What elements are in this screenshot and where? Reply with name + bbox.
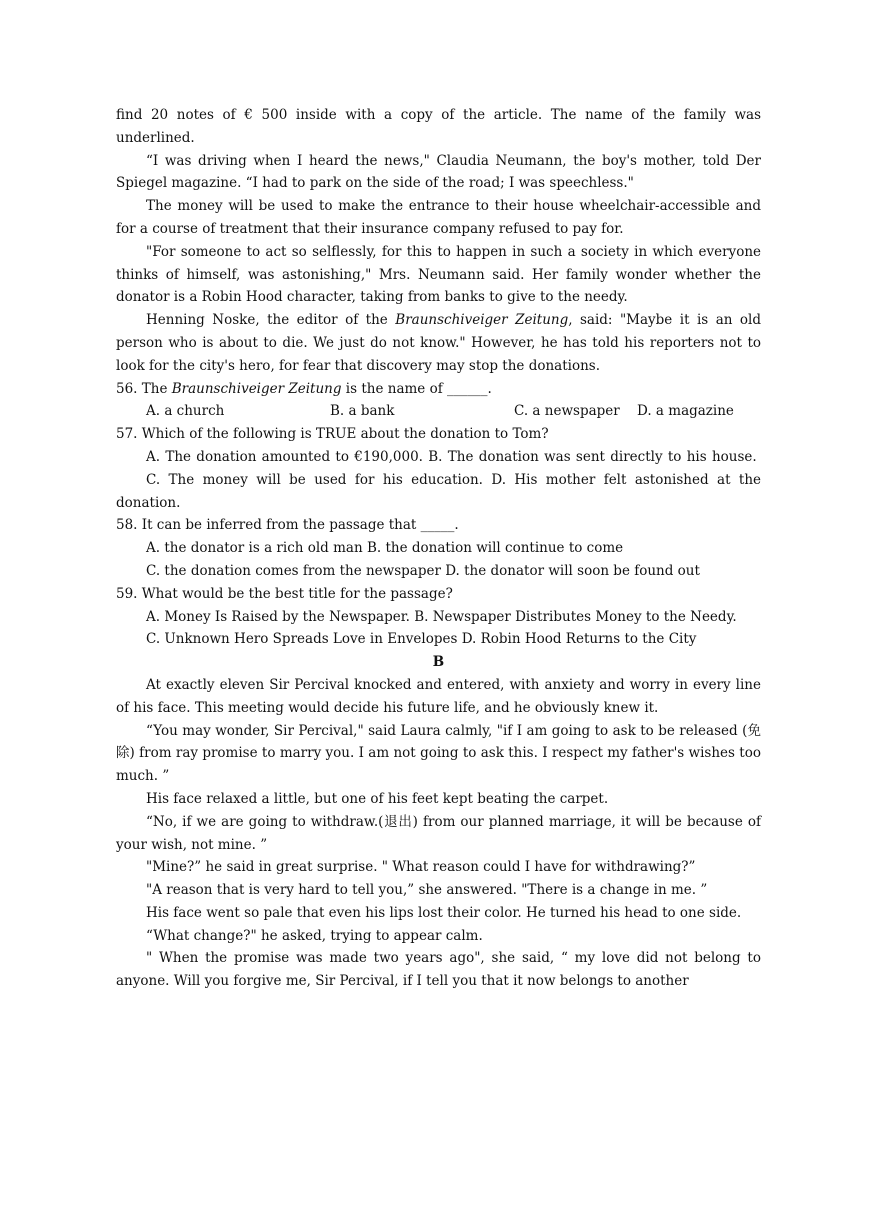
passage-b-paragraph: At exactly eleven Sir Percival knocked and entered, with anxiety and worry in every line of his face. This meeting would decide his future life, and he obviously knew it. [116, 676, 761, 716]
passage-a-paragraph: find 20 notes of € 500 inside with a copy of the article. The name of the family was underlined. [116, 107, 761, 146]
question-56-stem-post: is the name of ______. [341, 380, 492, 397]
passage-b-paragraph: “No, if we are going to withdraw.(退出) from our planned marriage, it will be because of your wish, not mine. ” [116, 813, 761, 853]
question-58-options-line-1[interactable]: A. the donator is a rich old man B. the donation will continue to come [146, 540, 624, 557]
question-57-stem: 57. Which of the following is TRUE about the donation to Tom? [116, 426, 549, 443]
question-56-options [116, 400, 761, 423]
question-56-option-a[interactable]: A. a church [146, 403, 225, 420]
passage-a-paragraph: The money will be used to make the entrance to their house wheelchair-accessible and for a course of treatment that their insurance company refused to pay for. [116, 198, 761, 237]
passage-b-paragraph: "A reason that is very hard to tell you,” she answered. "There is a change in me. ” [146, 882, 708, 899]
question-57-options-line-1[interactable]: A. The donation amounted to €190,000. B. The donation was sent directly to his house. [146, 448, 757, 465]
document-page [116, 104, 761, 993]
passage-b-paragraph: " When the promise was made two years ago", she said, “ my love did not belong to anyone. Will you forgive me, Sir Percival, if I tell you that it now belongs to another [116, 950, 761, 990]
question-56-option-b[interactable]: B. a bank [330, 403, 395, 420]
question-56-option-d[interactable]: D. a magazine [637, 403, 734, 420]
question-56-stem-pre: 56. The [116, 380, 172, 397]
passage-a-paragraph: Henning Noske, the editor of the Braunschiveiger Zeitung, said: "Maybe it is an old person who is about to die. We just do not know." However, he has told his reporters not to look for the city's hero, for fear that discovery may stop the donations. [116, 312, 762, 374]
section-b-heading: B [432, 654, 445, 671]
question-56-stem [116, 378, 761, 401]
question-56-option-c[interactable]: C. a newspaper [514, 403, 620, 420]
passage-b-paragraph: "Mine?” he said in great surprise. " What reason could I have for withdrawing?” [146, 859, 696, 876]
passage-a-paragraph: “I was driving when I heard the news," Claudia Neumann, the boy's mother, told Der Spiegel magazine. “I had to park on the side of the road; I was speechless." [116, 152, 761, 192]
passage-a-paragraph: "For someone to act so selflessly, for this to happen in such a society in which everyone thinks of himself, was astonishing," Mrs. Neumann said. Her family wonder whether the donator is a Robin Hood character, taking from banks to give to the needy. [116, 243, 761, 306]
question-59-stem: 59. What would be the best title for the passage? [116, 585, 453, 602]
passage-b-paragraph: “What change?" he asked, trying to appear calm. [146, 927, 483, 944]
passage-b-paragraph: “You may wonder, Sir Percival," said Laura calmly, "if I am going to ask to be released (免除) from ray promise to marry you. I am not going to ask this. I respect my father's wishes too much. ” [116, 722, 761, 785]
question-58-options-line-2[interactable]: C. the donation comes from the newspaper D. the donator will soon be found out [146, 562, 700, 579]
question-59-options-line-1[interactable]: A. Money Is Raised by the Newspaper. B. Newspaper Distributes Money to the Needy. [146, 608, 737, 625]
passage-b-paragraph: His face relaxed a little, but one of his feet kept beating the carpet. [146, 790, 609, 807]
question-56-stem-italic: Braunschiveiger Zeitung [171, 380, 342, 397]
passage-b-paragraph: His face went so pale that even his lips lost their color. He turned his head to one side. [146, 904, 742, 921]
question-58-stem: 58. It can be inferred from the passage that _____. [116, 517, 459, 534]
question-59-options-line-2[interactable]: C. Unknown Hero Spreads Love in Envelopes D. Robin Hood Returns to the City [146, 631, 697, 648]
question-57-options-line-2[interactable]: C. The money will be used for his education. D. His mother felt astonished at the donation. [116, 471, 761, 511]
